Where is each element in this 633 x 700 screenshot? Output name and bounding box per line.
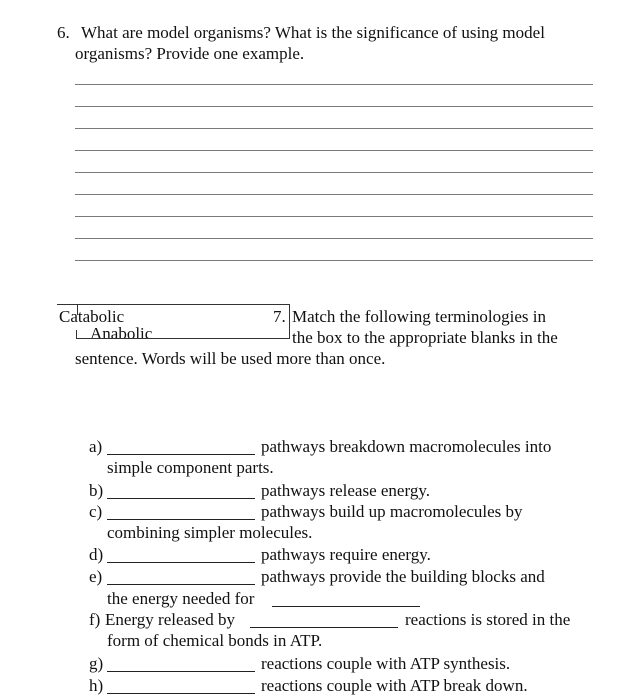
answer-line[interactable] xyxy=(75,238,593,239)
item-g-text: reactions couple with ATP synthesis. xyxy=(261,654,511,673)
item-f-blank[interactable] xyxy=(250,627,398,628)
question-7-number: 7. xyxy=(273,307,286,326)
item-c-text: pathways build up macromolecules by xyxy=(261,502,523,521)
item-e-text: pathways provide the building blocks and xyxy=(261,567,545,586)
answer-line[interactable] xyxy=(75,172,593,173)
word-box-left-edge xyxy=(76,330,77,339)
item-d-text: pathways require energy. xyxy=(261,545,431,564)
answer-line[interactable] xyxy=(75,260,593,261)
question-7-line-2: the box to the appropriate blanks in the xyxy=(292,328,558,347)
item-e-continuation: the energy needed for xyxy=(107,589,255,608)
answer-line[interactable] xyxy=(75,84,593,85)
question-6-number: 6. xyxy=(57,23,70,42)
item-c-label: c) xyxy=(89,502,103,521)
item-d-blank[interactable] xyxy=(107,562,255,563)
answer-line[interactable] xyxy=(75,128,593,129)
item-e-label: e) xyxy=(89,567,103,586)
item-g-label: g) xyxy=(89,654,104,673)
item-a-continuation: simple component parts. xyxy=(107,458,274,477)
question-7-line-1: Match the following terminologies in xyxy=(292,307,547,326)
item-e-blank[interactable] xyxy=(107,584,255,585)
item-h-text: reactions couple with ATP break down. xyxy=(261,676,528,695)
question-6-line-2: organisms? Provide one example. xyxy=(75,44,305,63)
item-b-blank[interactable] xyxy=(107,498,255,499)
item-d-label: d) xyxy=(89,545,104,564)
word-box-bottom-left xyxy=(77,338,289,339)
item-g-blank[interactable] xyxy=(107,671,255,672)
word-bank-catabolic: Catabolic xyxy=(59,307,125,326)
answer-line[interactable] xyxy=(75,216,593,217)
question-7-line-3: sentence. Words will be used more than once. xyxy=(75,349,386,368)
item-f-continuation: form of chemical bonds in ATP. xyxy=(107,631,323,650)
word-bank-anabolic: Anabolic xyxy=(90,324,153,343)
item-h-label: h) xyxy=(89,676,104,695)
item-e-second-blank[interactable] xyxy=(272,606,420,607)
item-c-blank[interactable] xyxy=(107,519,255,520)
question-6-line-1: What are model organisms? What is the significance of using model xyxy=(81,23,545,42)
item-h-blank[interactable] xyxy=(107,693,255,694)
answer-line[interactable] xyxy=(75,150,593,151)
word-box-divider xyxy=(289,304,290,339)
answer-line[interactable] xyxy=(75,106,593,107)
item-c-continuation: combining simpler molecules. xyxy=(107,523,313,542)
item-a-blank[interactable] xyxy=(107,454,255,455)
item-f-label: f) xyxy=(89,610,101,629)
item-a-label: a) xyxy=(89,437,103,456)
item-b-text: pathways release energy. xyxy=(261,481,430,500)
item-f-text: reactions is stored in the xyxy=(405,610,571,629)
answer-line[interactable] xyxy=(75,194,593,195)
item-b-label: b) xyxy=(89,481,104,500)
item-f-prefix: Energy released by xyxy=(105,610,235,629)
item-a-text: pathways breakdown macromolecules into xyxy=(261,437,552,456)
